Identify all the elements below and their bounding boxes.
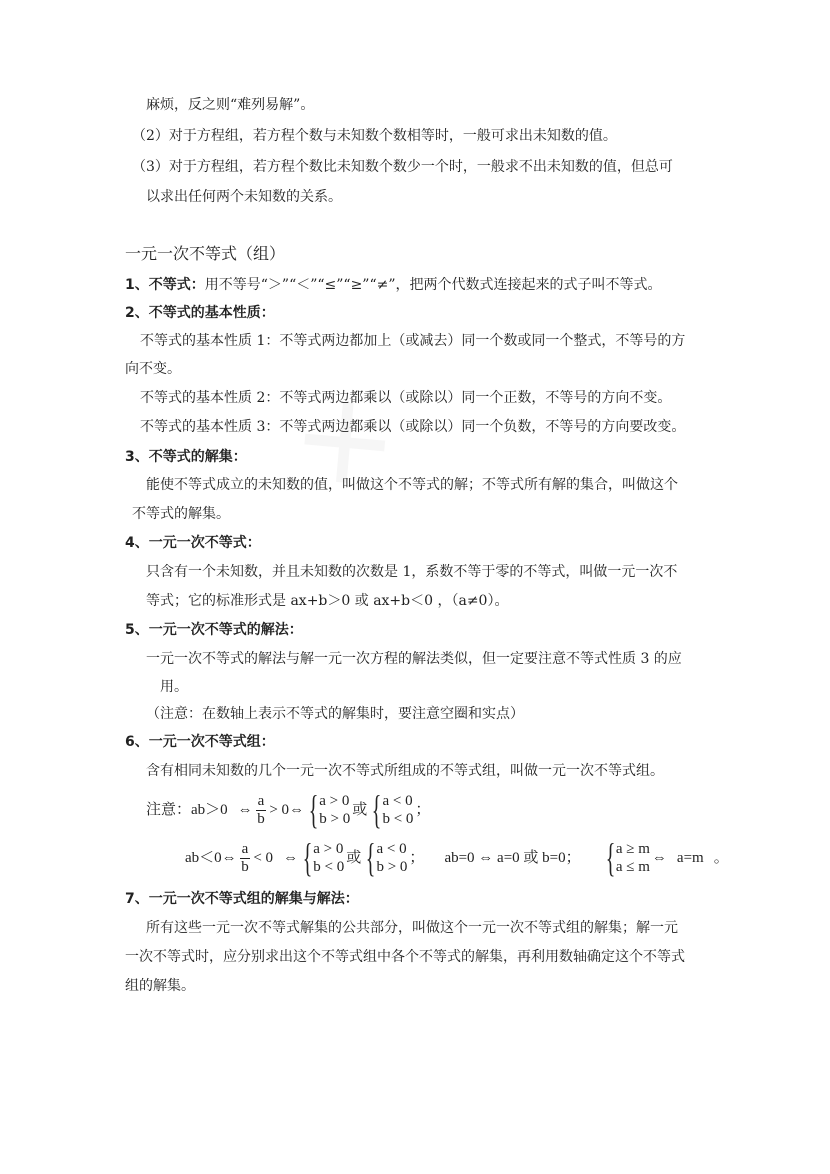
formula-text: < 0 xyxy=(253,850,274,866)
system: { a ≥ m a ≤ m xyxy=(605,835,650,880)
text-line: 麻烦，反之则“难列易解”。 xyxy=(146,97,315,113)
formula-text: ⇔ xyxy=(221,850,237,866)
formula-text: a=m xyxy=(676,850,704,866)
item-text: 能使不等式成立的未知数的值，叫做这个不等式的解；不等式所有解的集合，叫做这个 xyxy=(146,477,678,493)
formula-text: 。 xyxy=(713,850,729,866)
formula-text: ⇔ xyxy=(283,850,299,866)
formula-1 xyxy=(146,787,431,832)
formula-text: a ≥ m xyxy=(615,841,650,857)
formula-text: ； xyxy=(409,850,425,866)
system: { a > 0 b > 0 xyxy=(308,787,351,832)
formula-text: ab=0 ⇔ a=0 或 b=0； xyxy=(444,850,581,866)
item-text: 组的解集。 xyxy=(125,978,195,994)
numerator: a xyxy=(257,792,265,809)
formula-text: b < 0 xyxy=(382,811,414,827)
fraction xyxy=(240,841,251,876)
text-line: （2）对于方程组，若方程个数与未知数个数相等时，一般可求出未知数的值。 xyxy=(132,128,617,144)
item-heading: 2、不等式的基本性质： xyxy=(125,305,275,321)
item-text: 等式；它的标准形式是 ax+b＞0 或 ax+b＜0 ，（a≠0）。 xyxy=(146,593,509,609)
formula-text: a > 0 xyxy=(313,841,344,857)
item-heading: 3、不等式的解集： xyxy=(125,449,247,465)
formula-text: ⇔ xyxy=(289,802,305,818)
item-text: 不等式的基本性质 1：不等式两边都加上（或减去）同一个数或同一个整式，不等号的方 xyxy=(140,333,686,349)
formula-text: 或 xyxy=(352,802,368,818)
formula-text: a < 0 xyxy=(382,793,413,809)
item-heading: 6、一元一次不等式组： xyxy=(125,734,275,750)
denominator: b xyxy=(241,858,249,875)
formula-text: b < 0 xyxy=(313,859,345,875)
formula-text: b > 0 xyxy=(376,859,408,875)
formula-text: ； xyxy=(415,802,431,818)
item-text: （注意：在数轴上表示不等式的解集时，要注意空圈和实点） xyxy=(146,706,524,722)
formula-text: ⇔ xyxy=(237,802,253,818)
formula-text: ab＜0 xyxy=(185,850,222,866)
formula-text: a > 0 xyxy=(319,793,350,809)
section-title: 一元一次不等式（组） xyxy=(125,244,286,263)
item-text: 只含有一个未知数，并且未知数的次数是 1，系数不等于零的不等式，叫做一元一次不 xyxy=(146,564,678,580)
item-text: 向不变。 xyxy=(125,361,181,377)
fraction xyxy=(256,793,267,828)
formula-2 xyxy=(185,835,729,880)
system: { a < 0 b < 0 xyxy=(372,787,414,832)
item-text: 一次不等式时，应分别求出这个不等式组中各个不等式的解集，再利用数轴确定这个不等式 xyxy=(125,949,685,965)
formula-text: a ≤ m xyxy=(615,859,650,875)
item-heading: 7、一元一次不等式组的解集与解法： xyxy=(125,891,359,907)
formula-text: ⇔ xyxy=(651,850,667,866)
text-line: （3）对于方程组，若方程个数比未知数个数少一个时，一般求不出未知数的值，但总可 xyxy=(132,159,673,175)
item-text: 不等式的基本性质 3：不等式两边都乘以（或除以）同一个负数，不等号的方向要改变。 xyxy=(140,419,686,435)
item-text: 不等式的基本性质 2：不等式两边都乘以（或除以）同一个正数，不等号的方向不变。 xyxy=(140,390,672,406)
numerator: a xyxy=(241,840,249,857)
item-heading: 4、一元一次不等式： xyxy=(125,535,261,551)
formula-text: b > 0 xyxy=(319,811,351,827)
item-text: 用不等号“＞”“＜”“≤”“≥”“≠”，把两个代数式连接起来的式子叫不等式。 xyxy=(204,277,662,293)
formula-text: > 0 xyxy=(269,802,290,818)
item-heading: 5、一元一次不等式的解法： xyxy=(125,622,303,638)
item-text: 一元一次不等式的解法与解一元一次方程的解法类似，但一定要注意不等式性质 3 的应 xyxy=(146,651,682,667)
formula-text: a < 0 xyxy=(376,841,407,857)
item-text: 用。 xyxy=(160,679,188,695)
system: { a < 0 b > 0 xyxy=(366,835,408,880)
item-heading: 1、不等式： xyxy=(125,277,205,293)
system: { a > 0 b < 0 xyxy=(302,835,345,880)
item-text: 所有这些一元一次不等式解集的公共部分，叫做这个一元一次不等式组的解集；解一元 xyxy=(146,920,678,936)
item-text: 含有相同未知数的几个一元一次不等式所组成的不等式组，叫做一元一次不等式组。 xyxy=(146,763,664,779)
item-text: 不等式的解集。 xyxy=(132,506,230,522)
denominator: b xyxy=(257,810,265,827)
text-line: 以求出任何两个未知数的关系。 xyxy=(146,189,342,205)
formula-text: 或 xyxy=(346,850,362,866)
formula-text: 注意：ab＞0 xyxy=(146,802,228,818)
